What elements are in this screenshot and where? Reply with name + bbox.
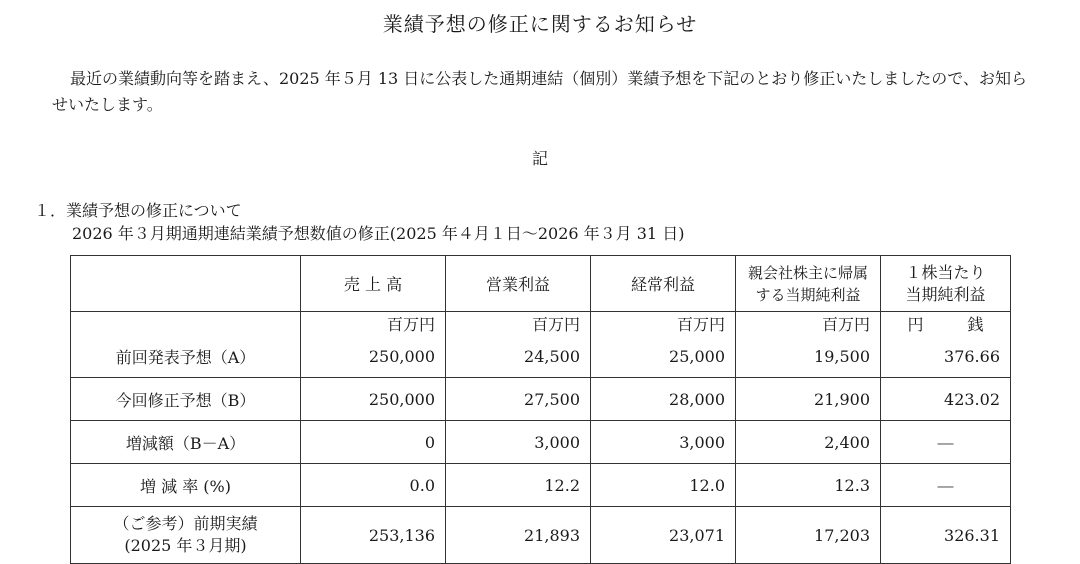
cell-operating-profit: 21,893 bbox=[446, 507, 591, 564]
cell-operating-profit: 3,000 bbox=[446, 421, 591, 464]
cell-sales: 0.0 bbox=[301, 464, 446, 507]
cell-sales: 0 bbox=[301, 421, 446, 464]
cell-operating-profit: 12.2 bbox=[446, 464, 591, 507]
unit-sales: 百万円 bbox=[301, 312, 446, 336]
header-empty-cell bbox=[71, 256, 301, 312]
cell-ordinary-profit: 3,000 bbox=[591, 421, 736, 464]
document-title: 業績予想の修正に関するお知らせ bbox=[382, 12, 698, 36]
cell-ordinary-profit: 12.0 bbox=[591, 464, 736, 507]
cell-operating-profit: 27,500 bbox=[446, 378, 591, 421]
header-eps bbox=[881, 256, 1011, 312]
header-sales: 売 上 高 bbox=[301, 256, 446, 312]
cell-ordinary-profit: 25,000 bbox=[591, 335, 736, 378]
header-net-profit-line1: 親会社株主に帰属 bbox=[747, 263, 868, 282]
table-unit-row bbox=[71, 312, 1011, 336]
row-label-previous: 前回発表予想（A） bbox=[71, 335, 301, 378]
section-heading: １．業績予想の修正について bbox=[34, 201, 242, 220]
header-operating-profit: 営業利益 bbox=[446, 256, 591, 312]
header-ordinary-profit: 経常利益 bbox=[591, 256, 736, 312]
cell-eps: ― bbox=[881, 421, 1011, 464]
cell-ordinary-profit: 23,071 bbox=[591, 507, 736, 564]
cell-eps: 326.31 bbox=[881, 507, 1011, 564]
cell-eps: 423.02 bbox=[881, 378, 1011, 421]
forecast-table bbox=[70, 255, 1011, 564]
table-row bbox=[71, 421, 1011, 464]
cell-sales: 250,000 bbox=[301, 335, 446, 378]
section-subheading: 2026 年３月期通期連結業績予想数値の修正(2025 年４月１日～2026 年３月 31 日) bbox=[72, 224, 685, 243]
table-row bbox=[71, 378, 1011, 421]
row-label-change-rate: 増 減 率 (%) bbox=[71, 464, 301, 507]
row-label-revised: 今回修正予想（B） bbox=[71, 378, 301, 421]
cell-net-profit: 17,203 bbox=[736, 507, 881, 564]
table-row bbox=[71, 507, 1011, 564]
cell-net-profit: 2,400 bbox=[736, 421, 881, 464]
intro-paragraph: 最近の業績動向等を踏まえ、2025 年５月 13 日に公表した通期連結（個別）業績予想を下記のとおり修正いたしましたので、お知らせいたします。 bbox=[52, 69, 1027, 114]
cell-operating-profit: 24,500 bbox=[446, 335, 591, 378]
header-eps-line1: １株当たり bbox=[905, 262, 986, 282]
row-label-prior-actual-line1: （ご参考）前期実績 bbox=[113, 514, 258, 533]
cell-eps: ― bbox=[881, 464, 1011, 507]
row-label-change-amount: 増減額（B－A） bbox=[71, 421, 301, 464]
cell-ordinary-profit: 28,000 bbox=[591, 378, 736, 421]
table-row bbox=[71, 335, 1011, 378]
unit-operating-profit: 百万円 bbox=[446, 312, 591, 336]
table-row bbox=[71, 464, 1011, 507]
unit-eps bbox=[881, 312, 1011, 336]
table-header-row bbox=[71, 256, 1011, 312]
unit-ordinary-profit: 百万円 bbox=[591, 312, 736, 336]
row-label-prior-actual bbox=[71, 507, 301, 564]
ki-marker: 記 bbox=[531, 149, 548, 168]
cell-sales: 250,000 bbox=[301, 378, 446, 421]
header-eps-line2: 当期純利益 bbox=[905, 284, 986, 304]
header-net-profit-line2: する当期純利益 bbox=[755, 285, 861, 304]
cell-net-profit: 19,500 bbox=[736, 335, 881, 378]
cell-eps: 376.66 bbox=[881, 335, 1011, 378]
unit-net-profit: 百万円 bbox=[736, 312, 881, 336]
unit-eps-sen: 銭 bbox=[967, 315, 984, 334]
cell-net-profit: 21,900 bbox=[736, 378, 881, 421]
header-net-profit bbox=[736, 256, 881, 312]
cell-net-profit: 12.3 bbox=[736, 464, 881, 507]
unit-empty-cell bbox=[71, 312, 301, 336]
cell-sales: 253,136 bbox=[301, 507, 446, 564]
unit-eps-yen: 円 bbox=[907, 315, 924, 334]
row-label-prior-actual-line2: (2025 年３月期) bbox=[124, 536, 247, 555]
